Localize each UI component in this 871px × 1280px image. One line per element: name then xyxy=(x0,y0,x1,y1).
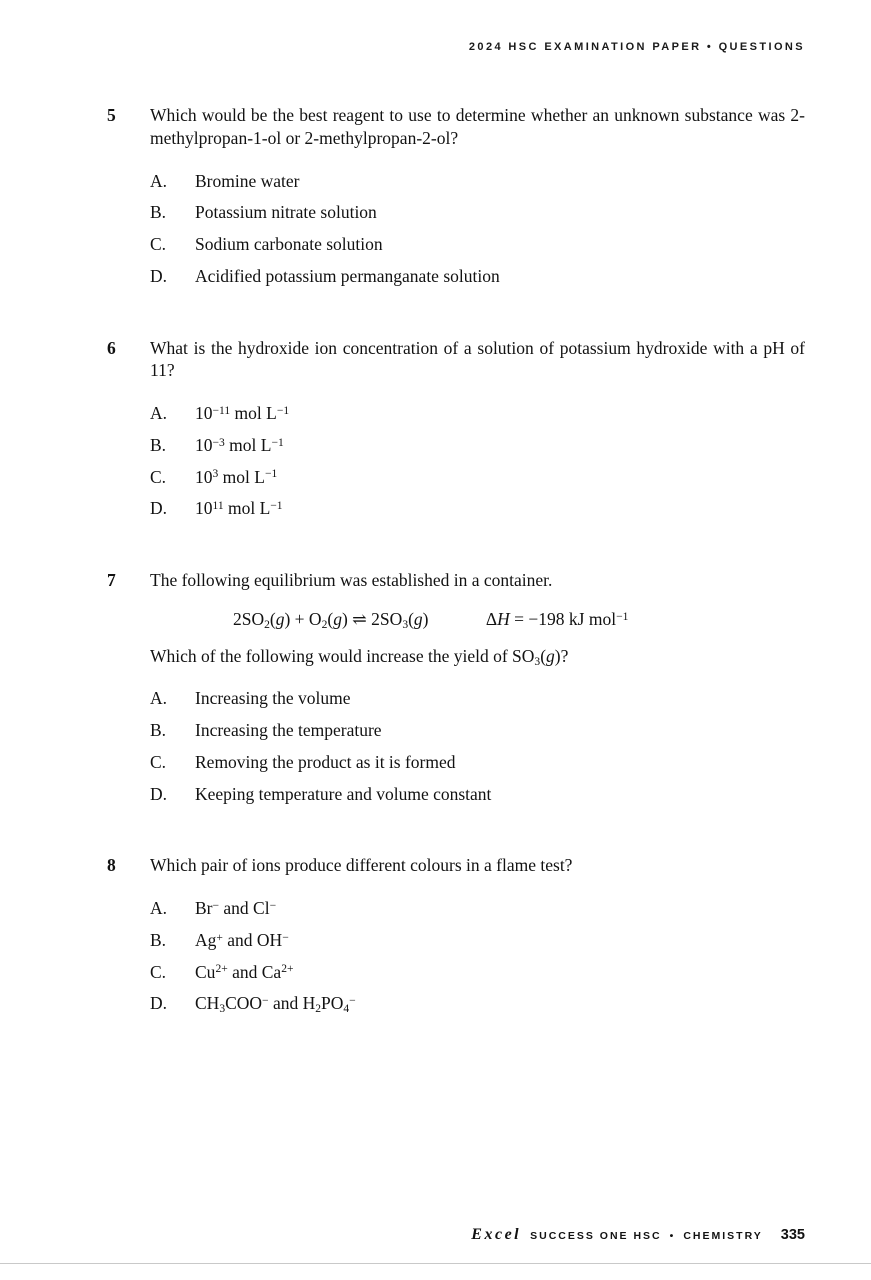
option-text: $10^{11}$ mol $L^{-1}$ xyxy=(195,498,283,519)
question-7 xyxy=(107,569,805,814)
option-letter: A. xyxy=(150,170,168,191)
option-text: Potassium nitrate solution xyxy=(195,202,377,223)
option-letter: C. xyxy=(150,961,167,982)
question-6 xyxy=(107,337,805,530)
option-d xyxy=(150,783,805,806)
option-text: $10^{-3}$ mol $L^{-1}$ xyxy=(195,434,284,455)
questions-area xyxy=(107,104,805,1064)
options-list xyxy=(150,687,805,805)
option-text: Ag+ and OH− xyxy=(195,929,289,950)
option-letter: B. xyxy=(150,434,167,455)
option-text: $10^3$ mol $L^{-1}$ xyxy=(195,466,278,487)
page-header xyxy=(469,41,805,53)
option-text: Increasing the temperature xyxy=(195,720,382,740)
option-letter: D. xyxy=(150,498,168,519)
option-b xyxy=(150,719,805,742)
options-list xyxy=(150,170,805,288)
option-b xyxy=(150,434,805,457)
question-prompt: What is the hydroxide ion concentration of a solution of potassium hydroxide with a pH of 11? xyxy=(150,337,805,381)
option-c xyxy=(150,233,805,256)
option-letter: A. xyxy=(150,898,168,918)
question-8 xyxy=(107,854,805,1024)
option-c xyxy=(150,751,805,774)
option-text: $Cu^{2+}$ and $Ca^{2+}$ xyxy=(195,961,294,982)
option-a xyxy=(150,897,805,920)
question-body xyxy=(150,104,805,297)
question-row xyxy=(107,854,805,1024)
option-letter: D. xyxy=(150,993,168,1014)
option-letter: D. xyxy=(150,783,168,804)
option-text: Sodium carbonate solution xyxy=(195,234,383,254)
option-text: Increasing the volume xyxy=(195,688,351,709)
footer-series: SUCCESS ONE HSC xyxy=(530,1230,662,1242)
question-number: 5 xyxy=(107,105,116,125)
question-row xyxy=(107,337,805,530)
question-body xyxy=(150,854,805,1024)
page-footer xyxy=(471,1226,805,1244)
header-title: 2024 HSC EXAMINATION PAPER • QUESTIONS xyxy=(468,41,805,53)
footer-subject: CHEMISTRY xyxy=(683,1230,763,1242)
option-text: $10^{-11}$ mol $L^{-1}$ xyxy=(195,403,290,423)
options-list xyxy=(150,897,805,1015)
option-text: Removing the product as it is formed xyxy=(195,751,456,772)
option-b xyxy=(150,201,805,224)
question-prompt: The following equilibrium was established in a container. xyxy=(150,570,553,590)
question-body xyxy=(150,337,805,530)
question-row xyxy=(107,104,805,297)
option-c xyxy=(150,466,805,489)
options-list xyxy=(150,402,805,520)
equilibrium-equation xyxy=(233,608,805,631)
footer-separator: • xyxy=(669,1230,676,1242)
question-prompt: Which would be the best reagent to use to determine whether an unknown substance was 2-methylpropan-1-ol or 2-methylpropan-2-ol? xyxy=(150,105,805,148)
equation-enthalpy: ΔH = −198 kJ mol$^{-1}$ xyxy=(485,608,629,629)
option-letter: D. xyxy=(150,265,168,286)
option-letter: B. xyxy=(150,202,167,223)
option-d xyxy=(150,265,805,288)
footer-brand: Excel xyxy=(471,1226,522,1243)
question-number: 7 xyxy=(107,570,116,590)
option-text: Acidified potassium permanganate solution xyxy=(195,265,500,286)
question-number: 6 xyxy=(107,337,116,358)
option-b xyxy=(150,929,805,952)
option-text: $CH_3COO^-$ and $H_2PO_4^-$ xyxy=(195,993,356,1016)
option-letter: A. xyxy=(150,403,168,423)
option-c xyxy=(150,961,805,984)
option-letter: C. xyxy=(150,234,167,254)
option-a xyxy=(150,402,805,425)
equation-formula: $2SO_2(g) + O_2(g)$ ⇌ $2SO_3(g)$ xyxy=(233,608,429,631)
option-d xyxy=(150,497,805,520)
option-text: Keeping temperature and volume constant xyxy=(195,783,492,804)
question-prompt: Which pair of ions produce different colours in a flame test? xyxy=(150,855,573,876)
option-text: Br− and Cl− xyxy=(195,898,277,918)
option-letter: C. xyxy=(150,751,167,772)
question-5 xyxy=(107,104,805,297)
page-bottom-edge xyxy=(0,1263,871,1264)
question-number: 8 xyxy=(107,855,116,876)
question-row xyxy=(107,569,805,814)
question-subprompt: Which of the following would increase the yield of $SO_3(g)$? xyxy=(150,645,569,668)
option-letter: B. xyxy=(150,929,167,950)
option-letter: C. xyxy=(150,466,167,487)
option-a xyxy=(150,170,805,193)
page-number: 335 xyxy=(780,1227,805,1243)
option-letter: B. xyxy=(150,720,167,740)
option-text: Bromine water xyxy=(195,170,300,191)
question-body xyxy=(150,569,805,814)
option-a xyxy=(150,687,805,710)
option-letter: A. xyxy=(150,688,168,709)
option-d xyxy=(150,992,805,1015)
